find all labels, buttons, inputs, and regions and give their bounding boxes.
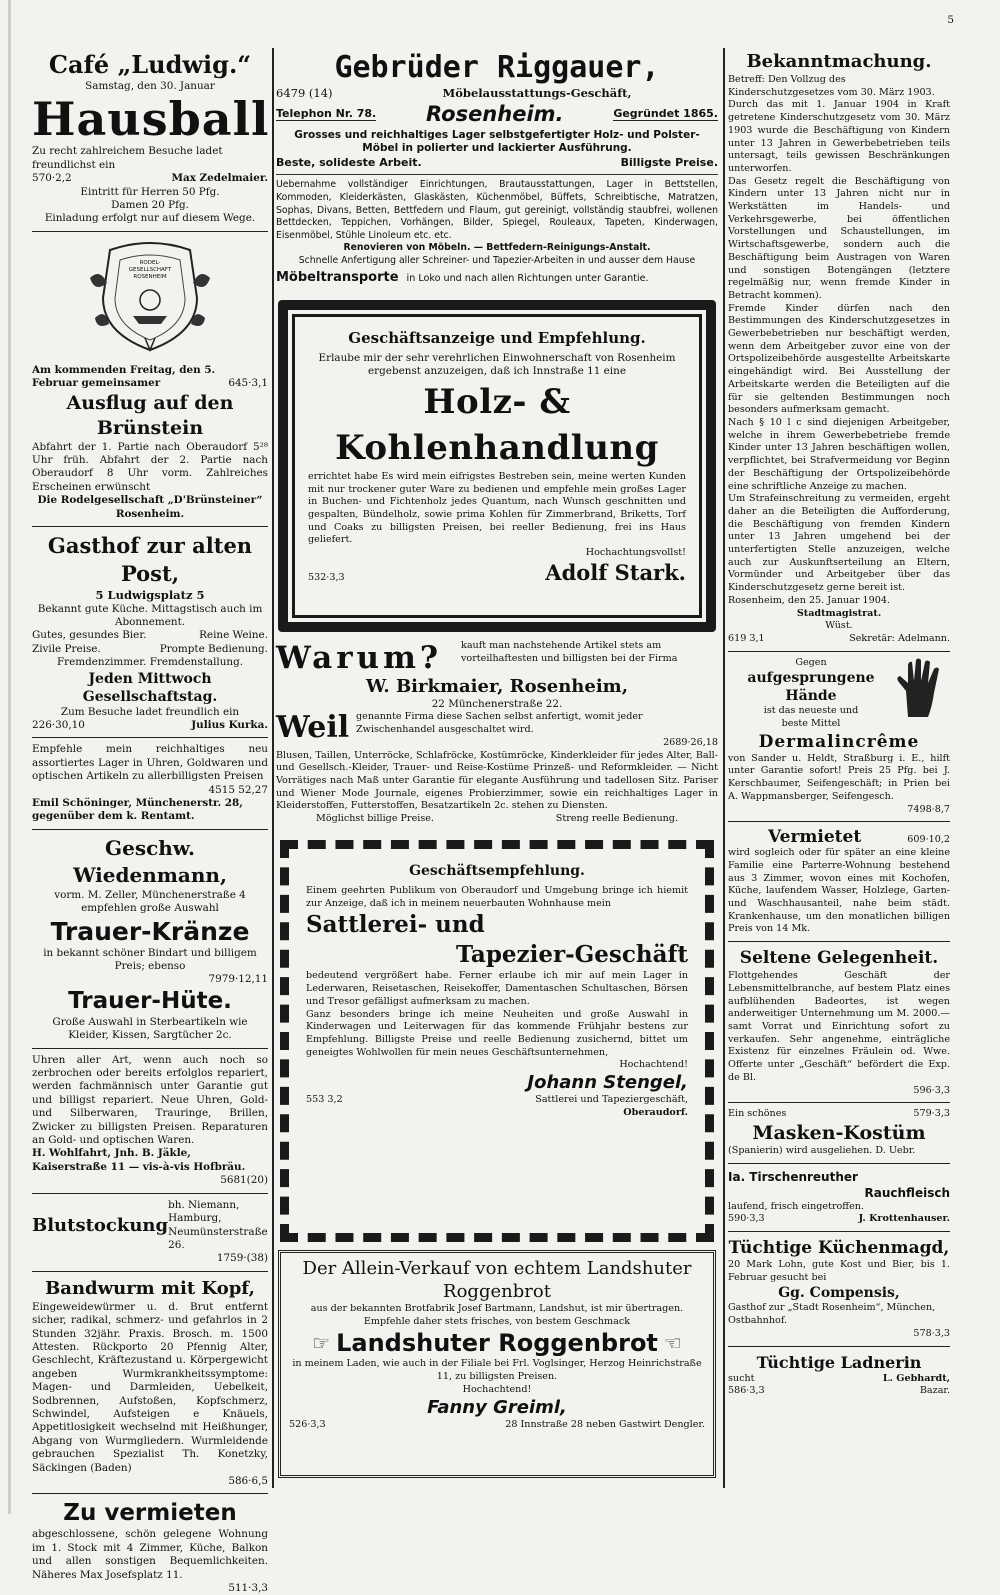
riggauer-body: Uebernahme vollständiger Einrichtungen, Brautausstattungen, Lager in Bettstellen, Kommoden, Kleiderkästen, Glaskästen, Küchenmöbel, Büffets, Schreibtische, Matratzen, Sophas, Divans, Betten, Bettfedern und Flaum, gut gereinigt, vollständig staubfrei, wollenen Bettdecken, Teppichen, Vorhängen, Bilder, Spiegel, Rouleaux, Tapeten, Kinderwagen, Eisenmöbel, Stühle Linoleum etc. etc.	[276, 179, 718, 241]
ad-zu-vermieten	[32, 1499, 268, 1595]
blut-title: Blutstockung	[32, 1214, 169, 1236]
derma-gegen: Gegen	[795, 656, 827, 668]
wiedenmann-h2: Trauer-Hüte.	[68, 987, 232, 1014]
ad-gasthof	[32, 532, 268, 732]
stengel-sub1: Sattlerei und Tapeziergeschäft,	[535, 1094, 688, 1106]
bandwurm-ref: 586·6,5	[228, 1475, 268, 1487]
bek-secretary: Sekretär: Adelmann.	[849, 632, 950, 644]
derma-t2: beste Mittel	[781, 718, 841, 730]
birkmaier-address: 22 Münchenerstraße 22.	[431, 698, 563, 710]
bek-p4: Nach § 10 l c sind diejenigen Arbeitgeber, welche in ihrem Gewerbebetriebe fremde Kinder unter 13 Jahren beschäftigen wollen, verpflichtet, bei Strafvermeidung vor Beginn der Beschäftigung der Ortspolizeibehörde eine schriftliche Anzeige zu machen.	[728, 416, 950, 492]
ladnerin-sucht: sucht	[728, 1372, 755, 1384]
gasthof-address: 5 Ludwigsplatz 5	[95, 588, 205, 603]
bek-date: Rosenheim, den 25. Januar 1904.	[728, 594, 890, 606]
riggauer-ref: 6479 (14)	[276, 86, 333, 100]
ladnerin-owner: L. Gebhardt,	[882, 1372, 950, 1384]
riggauer-quality2: Billigste Preise.	[620, 156, 718, 170]
kuechen-addr: Gasthof zur „Stadt Rosenheim“, München, Ostbahnhof.	[728, 1302, 936, 1327]
masken-ref: 579·3,3	[913, 1108, 950, 1120]
rauch-line1: Ia. Tirschenreuther	[728, 1169, 858, 1184]
cafe-price-men: Eintritt für Herren 50 Pfg.	[80, 185, 220, 198]
riggauer-title: Gebrüder Riggauer,	[334, 50, 660, 85]
ad-wohlfahrt	[32, 1054, 268, 1188]
column-middle	[276, 50, 718, 1480]
kuechen-owner: Gg. Compensis,	[778, 1285, 900, 1302]
vermietet-ref: 609·10,2	[907, 834, 950, 846]
stengel-body1: bedeutend vergrößert habe. Ferner erlaube ich mir auf mein Lager in Lederwaren, Reisetaschen, Reisekoffer, Damentaschen Schultaschen, Börsen und Tresor gefälligst aufmerksam zu machen.	[306, 970, 688, 1007]
riggauer-quality1: Beste, solideste Arbeit.	[276, 156, 422, 170]
derma-body: von Sander u. Heldt, Straßburg i. E., hilft unter Garantie sofort! Preis 25 Pfg. bei J. Kerschbaumer, Seifengeschäft; in Prien bei A. Wappmansberger, Seifengesch.	[728, 752, 950, 802]
rodel-crest-icon	[85, 238, 215, 356]
stengel-body2: Ganz besonders bringe ich meine Neuheiten und große Auswahl in Kinderwagen und Leiterwagen für das kommende Frühjahr bestens zur Empfehlung. Billigste Preise und reelle Bedienung zusichernd, bittet um geneigtes Wohlwollen für mein neues Geschäftsunternehmen,	[306, 1008, 688, 1058]
bek-title: Bekanntmachung.	[746, 51, 932, 72]
ladnerin-title: Tüchtige Ladnerin	[756, 1352, 922, 1372]
cafe-name: Café „Ludwig.“	[48, 50, 252, 79]
riggauer-founded: Gegründet 1865.	[613, 107, 718, 121]
scan-edge	[8, 0, 11, 1514]
gasthof-owner: Julius Kurka.	[191, 718, 268, 731]
stengel-ref: 553 3,2	[306, 1094, 343, 1106]
rodel-details: Abfahrt der 1. Partie nach Oberaudorf 5²⁸ Uhr früh. Abfahrt der 2. Partie nach Oberaudorf 8 Uhr vorm. Zahlreiches Erscheinen erwünscht	[32, 440, 268, 493]
riggauer-line1: Grosses und reichhaltiges Lager selbstgefertigter Holz- und Polster-	[294, 129, 700, 142]
derma-ref: 7498·8,7	[907, 803, 950, 815]
cafe-event: Hausball	[32, 92, 270, 147]
birkmaier-weil-text: genannte Firma diese Sachen selbst anfertigt, womit jeder Zwischenhandel ausgeschaltet wird.	[356, 711, 643, 736]
derma-heading: aufgesprungene Hände	[747, 670, 875, 705]
stark-greeting: Hochachtungsvollst!	[585, 547, 686, 559]
rodel-title: Ausflug auf den Brünstein	[66, 391, 234, 439]
column-left	[32, 50, 270, 1595]
seltene-body: Flottgehendes Geschäft der Lebensmittelbranche, auf bestem Platz eines aufblühenden Badeortes, ist wegen anderweitiger Unternehmung um M. 2000.— samt Vorrat und Einrichtung sofort zu verkaufen. Sehr angenehme, einträgliche Existenz für einzelnes Fräulein od. Wwe. Offerte unter „Geschäft“ befördert die Exp. de Bl.	[728, 970, 950, 1083]
gasthof-wine: Reine Weine.	[199, 629, 268, 642]
gasthof-title: Gasthof zur alten Post,	[47, 533, 253, 587]
vermieten-ref: 511·3,3	[228, 1582, 268, 1595]
greiml-line1: Der Allein-Verkauf von echtem Landshuter	[302, 1258, 692, 1279]
ad-seltene-gelegenheit	[728, 947, 950, 1097]
gasthof-text1: Bekannt gute Küche. Mittagstisch auch im Abonnement.	[37, 602, 263, 628]
wiedenmann-h1: Trauer-Kränze	[50, 916, 250, 946]
birkmaier-footer1: Möglichst billige Preise.	[316, 813, 434, 825]
bek-ref: 619 3,1	[728, 632, 765, 644]
masken-body: (Spanierin) wird ausgeliehen. D. Uebr.	[728, 1144, 916, 1156]
ad-ladnerin	[728, 1352, 950, 1398]
wohlfahrt-owner: H. Wohlfahrt, Jnh. B. Jäkle, Kaiserstraße 11 — vis-à-vis Hofbräu.	[32, 1147, 246, 1173]
ad-bandwurm	[32, 1277, 268, 1489]
ad-blutstockung	[32, 1199, 268, 1266]
ad-wiedenmann	[32, 835, 268, 1043]
cafe-text: Zu recht zahlreichem Besuche ladet freundlichst ein	[32, 145, 223, 171]
rauch-owner: J. Krottenhauser.	[858, 1213, 950, 1225]
pointing-hand-left-icon: ☞	[312, 1331, 331, 1356]
rodel-ref: 645·3,1	[228, 377, 268, 390]
bek-betreff: Betreff: Den Vollzug des Kinderschutzgesetzes vom 30. März 1903.	[728, 74, 935, 98]
wiedenmann-title: Geschw. Wiedenmann,	[73, 835, 227, 887]
masken-intro: Ein schönes	[728, 1108, 787, 1120]
stengel-intro: Einem geehrten Publikum von Oberaudorf und Umgebung bringe ich hiemit zur Anzeige, daß ich in meinem neuerbauten Wohnhause mein	[306, 885, 688, 909]
blut-ref: 1759·(38)	[216, 1252, 268, 1265]
greiml-line3: aus der bekannten Brotfabrik Josef Bartmann, Landshut, ist mir übertragen.	[310, 1303, 684, 1314]
hand-icon	[894, 657, 950, 719]
riggauer-fast: Schnelle Anfertigung aller Schreiner- und Tapezier-Arbeiten in und ausser dem Hause	[298, 254, 696, 266]
ladnerin-place: Bazar.	[919, 1385, 950, 1397]
wiedenmann-text: vorm. M. Zeller, Münchenerstraße 4 empfehlen große Auswahl	[54, 888, 246, 915]
gasthof-service: Prompte Bedienung.	[159, 642, 268, 655]
cafe-ref: 570·2,2	[32, 172, 72, 185]
rodel-emblem-text: RODEL-GESELLSCHAFT ROSENHEIM	[128, 259, 172, 280]
rodel-club: Die Rodelgesellschaft „D'Brünsteiner“ Rosenheim.	[37, 494, 263, 520]
derma-t1: ist das neueste und	[763, 705, 859, 717]
ad-rauchfleisch	[728, 1169, 950, 1226]
column-right	[728, 14, 954, 1480]
wiedenmann-ref: 7979·12,11	[208, 973, 268, 986]
bek-p1: Durch das mit 1. Januar 1904 in Kraft getretene Kinderschutzgesetz vom 30. März 1903 wurde die Beschäftigung von Kindern unter 13 Jahren in Gewerbebetrieben teils untersagt, teils gewissen Beschränkungen unterworfen.	[728, 99, 950, 174]
stengel-heading: Geschäftsempfehlung.	[409, 863, 585, 879]
gasthof-event: Jeden Mittwoch Gesellschaftstag.	[82, 670, 218, 705]
stengel-name: Johann Stengel,	[527, 1072, 688, 1094]
rodel-emblem	[85, 238, 215, 356]
ad-masken-kostuem	[728, 1108, 950, 1157]
greiml-ref: 526·3,3	[289, 1418, 326, 1430]
stark-name: Adolf Stark.	[545, 559, 686, 585]
ad-uhren-schoeninger	[32, 743, 268, 823]
stark-heading: Geschäftsanzeige und Empfehlung.	[348, 329, 646, 347]
vermieten-title: Zu vermieten	[63, 1500, 237, 1527]
rauch-ref: 590·3,3	[728, 1213, 765, 1225]
bek-p3: Fremde Kinder dürfen nach den Bestimmungen des Kinderschutzgesetzes in Gewerbebetrieben nur beschäftigt werden, wenn dem Arbeitgeber zuvor eine von der Ortspolizeibehörde ausgestellte Arbeitskarte eingehändigt wird. Bei Ausstellung der Arbeitskarte werden die Beteiligten auf die für sie geltenden Bestimmungen noch besonders aufmerksam gemacht.	[728, 302, 950, 416]
pointing-hand-right-icon: ☜	[663, 1331, 682, 1356]
cafe-note: Einladung erfolgt nur auf diesem Wege.	[44, 212, 256, 225]
gasthof-beer: Gutes, gesundes Bier.	[32, 629, 147, 642]
gasthof-prices: Zivile Preise.	[32, 642, 101, 655]
birkmaier-firm: W. Birkmaier, Rosenheim,	[366, 676, 628, 697]
ad-cafe-ludwig	[32, 50, 268, 226]
greiml-line2: Roggenbrot	[443, 1281, 551, 1302]
greiml-addr: 28 Innstraße 28 neben Gastwirt Dengler.	[505, 1418, 705, 1430]
rauch-line2: Rauchfleisch	[864, 1185, 950, 1200]
page-number: 5	[947, 14, 954, 26]
rauch-body: laufend, frisch eingetroffen.	[728, 1200, 865, 1212]
bek-mayor: Wüst.	[825, 620, 853, 632]
seltene-ref: 596·3,3	[913, 1084, 950, 1096]
cafe-owner: Max Zedelmaier.	[171, 172, 268, 185]
bek-p5: Um Strafeinschreitung zu vermeiden, ergeht daher an die Beteiligten die Aufforderung, die Beschäftigung von fremden Kindern unter 13 Jahren umgehend bei der unterfertigten Stelle anzuzeigen, welche auch zur Auskunftserteilung an Eltern, Vormünder und Arbeitgeber über das Kinderschutzgesetz gerne bereit ist.	[728, 493, 950, 594]
seltene-title: Seltene Gelegenheit.	[739, 948, 939, 969]
greiml-name: Fanny Greiml,	[427, 1396, 567, 1418]
bandwurm-title: Bandwurm mit Kopf,	[45, 1277, 255, 1299]
rodel-intro: Am kommenden Freitag, den 5. Februar gemeinsamer	[32, 363, 216, 390]
riggauer-line2: Möbel in polierter und lackierter Ausführung.	[362, 142, 632, 155]
riggauer-transport-text: in Loko und nach allen Richtungen unter Garantie.	[406, 272, 649, 284]
stark-intro: Erlaube mir der sehr verehrlichen Einwohnerschaft von Rosenheim ergebenst anzuzeigen, daß ich Innstraße 11 eine	[318, 352, 676, 378]
riggauer-phone: Telephon Nr. 78.	[276, 107, 377, 121]
greiml-greeting: Hochachtend!	[462, 1383, 532, 1395]
stark-body: errichtet habe Es wird mein eifrigstes Bestreben sein, meine werten Kunden mit nur trockener guter Ware zu bedienen und empfehle mein großes Lager in Buchen- und Fichtenholz jedes Quantum, nach Wunsch geschnitten und gespalten, Bündelholz, sowie prima Kohlen für Zimmerbrand, Briketts, Torf und Coaks zu billigsten Preisen, bei reeller Bedienung, frei ins Haus geliefert.	[308, 470, 686, 546]
bek-authority: Stadtmagistrat.	[796, 607, 882, 619]
vermietet-title: Vermietet	[768, 827, 862, 848]
stengel-sub2: Oberaudorf.	[623, 1106, 688, 1118]
blut-text: bh. Niemann, Hamburg, Neumünsterstraße 26.	[168, 1198, 268, 1251]
ad-stark	[278, 300, 716, 632]
stengel-greeting: Hochachtend!	[619, 1059, 688, 1071]
birkmaier-footer2: Streng reelle Bedienung.	[555, 813, 678, 825]
uhren-owner: Emil Schöninger, Münchenerstr. 28, gegenüber dem k. Rentamt.	[32, 796, 243, 823]
ad-dermalincreme	[728, 657, 950, 817]
greiml-title: Landshuter Roggenbrot	[336, 1329, 658, 1358]
cafe-price-ladies: Damen 20 Pfg.	[111, 199, 189, 212]
ad-riggauer	[276, 50, 718, 294]
uhren-ref: 4515 52,27	[208, 783, 268, 796]
riggauer-renov: Renovieren von Möbeln. — Bettfedern-Reinigungs-Anstalt.	[343, 242, 651, 254]
ad-rodel	[32, 238, 268, 521]
ad-vermietet	[728, 827, 950, 936]
stengel-title2: Tapezier-Geschäft	[456, 941, 688, 969]
ad-greiml	[278, 1250, 716, 1478]
vermietet-body: wird sogleich oder für später an eine kleine Familie eine Parterre-Wohnung bestehend aus 3 Zimmer, wovon eines mit Kochofen, Küche, laufendem Wasser, Holzlege, Garten- und Waschhausanteil, nahe beim städt. Krankenhause, um den monatlichen billigen Preis von 14 Mk.	[728, 847, 950, 935]
greiml-line5: in meinem Laden, wie auch in der Filiale bei Frl. Voglsinger, Herzog Heinrichstraße 11, zu billigsten Preisen.	[292, 1358, 702, 1383]
bek-p2: Das Gesetz regelt die Beschäftigung von Kindern unter 13 Jahren nicht nur in Werkstätten im Handels- und Verkehrsgewerbe, bei öffentlichen Vorstellungen und Schaustellungen, im Wirtschaftsgewerbe, sondern auch die Beschäftigung beim Austragen von Waren und sonstigen Botengängen (letztere regelmäßig nur, wenn fremde Kinder in Betracht kommen).	[728, 175, 950, 301]
wiedenmann-text3: Große Auswahl in Sterbeartikeln wie Kleider, Kissen, Sargtücher 2c.	[52, 1015, 248, 1042]
wohlfahrt-text: Uhren aller Art, wenn auch noch so zerbrochen oder bereits erfolglos repariert, werden fachmännisch unter Garantie gut und billigst repariert. Neue Uhren, Gold- und Silberwaren, Trauringe, Brillen, Zwicker zu billigsten Preisen. Reparaturen an Gold- und optischen Waren.	[32, 1053, 268, 1147]
greiml-line4: Empfehle daher stets frisches, von bestem Geschmack	[363, 1315, 631, 1327]
bandwurm-text: Eingeweidewürmer u. d. Brut entfernt sicher, radikal, schmerz- und gefahrlos in 2 Stunden 32jähr. Praxis. Brosch. m. 1500 Attesten. Rückporto 20 Pfennig Alter, Geschlecht, Kräftezustand u. Körpergewicht angeben Wurmkrankheitssymptome: Magen- und Darmleiden, Uebelkeit, Sodbrennen, Aufstoßen, Kopfschmerz, Schwindel, Aufsteigen e Knäuels, Appetitlosigkeit wechselnd mit Heißhunger, Abgang von Wurmgliedern. Wurmleidende gebrauchen Spezialist Th. Konetzky, Säckingen (Baden)	[32, 1300, 268, 1474]
masken-title: Masken-Kostüm	[752, 1121, 926, 1144]
wiedenmann-text2: in bekannt schöner Bindart und billigem Preis; ebenso	[43, 946, 257, 972]
stengel-title1: Sattlerei- und	[306, 911, 485, 939]
stark-title: Holz- & Kohlenhandlung	[335, 381, 659, 468]
vermieten-text: abgeschlossene, schön gelegene Wohnung im 1. Stock mit 4 Zimmer, Küche, Balkon und allen sonstigen Bequemlichkeiten. Näheres Max Josefsplatz 11.	[32, 1528, 268, 1581]
column-rule-1	[272, 48, 274, 1488]
riggauer-transport-heading: Möbeltransporte	[276, 269, 399, 285]
uhren-text: Empfehle mein reichhaltiges neu assortiertes Lager in Uhren, Goldwaren und optischen Artikeln zu allerbilligsten Preisen	[32, 743, 268, 783]
birkmaier-weil: Weil	[276, 710, 350, 746]
ad-birkmaier	[276, 640, 718, 826]
ad-kuechenmagd	[728, 1237, 950, 1341]
ad-stengel	[280, 840, 714, 1242]
gasthof-ref: 226·30,10	[32, 718, 85, 731]
birkmaier-question: Warum?	[276, 640, 443, 676]
birkmaier-ref: 2689·26,18	[663, 736, 718, 748]
column-rule-2	[723, 48, 725, 1488]
riggauer-subtitle: Möbelausstattungs-Geschäft,	[442, 86, 632, 100]
riggauer-city: Rosenheim.	[426, 102, 564, 127]
wohlfahrt-ref: 5681(20)	[220, 1174, 268, 1187]
gasthof-invite: Zum Besuche ladet freundlich ein	[60, 705, 240, 718]
derma-title: Dermalincrême	[758, 731, 920, 752]
stark-ref: 532·3,3	[308, 571, 345, 583]
cafe-date: Samstag, den 30. Januar	[85, 80, 215, 92]
birkmaier-question-text: kauft man nachstehende Artikel stets am vorteilhaftesten und billigsten bei der Firma	[461, 640, 678, 664]
ladnerin-ref: 586·3,3	[728, 1385, 765, 1397]
kuechen-title: Tüchtige Küchenmagd,	[728, 1238, 950, 1259]
birkmaier-body: Blusen, Taillen, Unterröcke, Schlafröcke, Kostümröcke, Kinderkleider für jedes Alter, Ball- und Gesellsch.-Kleider, Trauer- und Reise-Kostüme Prinzeß- und Reformkleider. — Nicht Vorrätiges nach Maß unter Garantie für elegante Ausführung und tadellosen Sitz. Pariser und Wiener Mode Journale, eigenes Probierzimmer, sowie ein reichhaltiges Lager in Kleiderstoffen, Futterstoffen, Besatzartikeln 2c. stehen zu Diensten.	[276, 749, 718, 812]
ad-bekanntmachung	[728, 50, 950, 646]
kuechen-ref: 578·3,3	[913, 1327, 950, 1339]
gasthof-rooms: Fremdenzimmer. Fremdenstallung.	[56, 656, 244, 669]
kuechen-body: 20 Mark Lohn, gute Kost und Bier, bis 1. Februar gesucht bei	[728, 1259, 950, 1283]
